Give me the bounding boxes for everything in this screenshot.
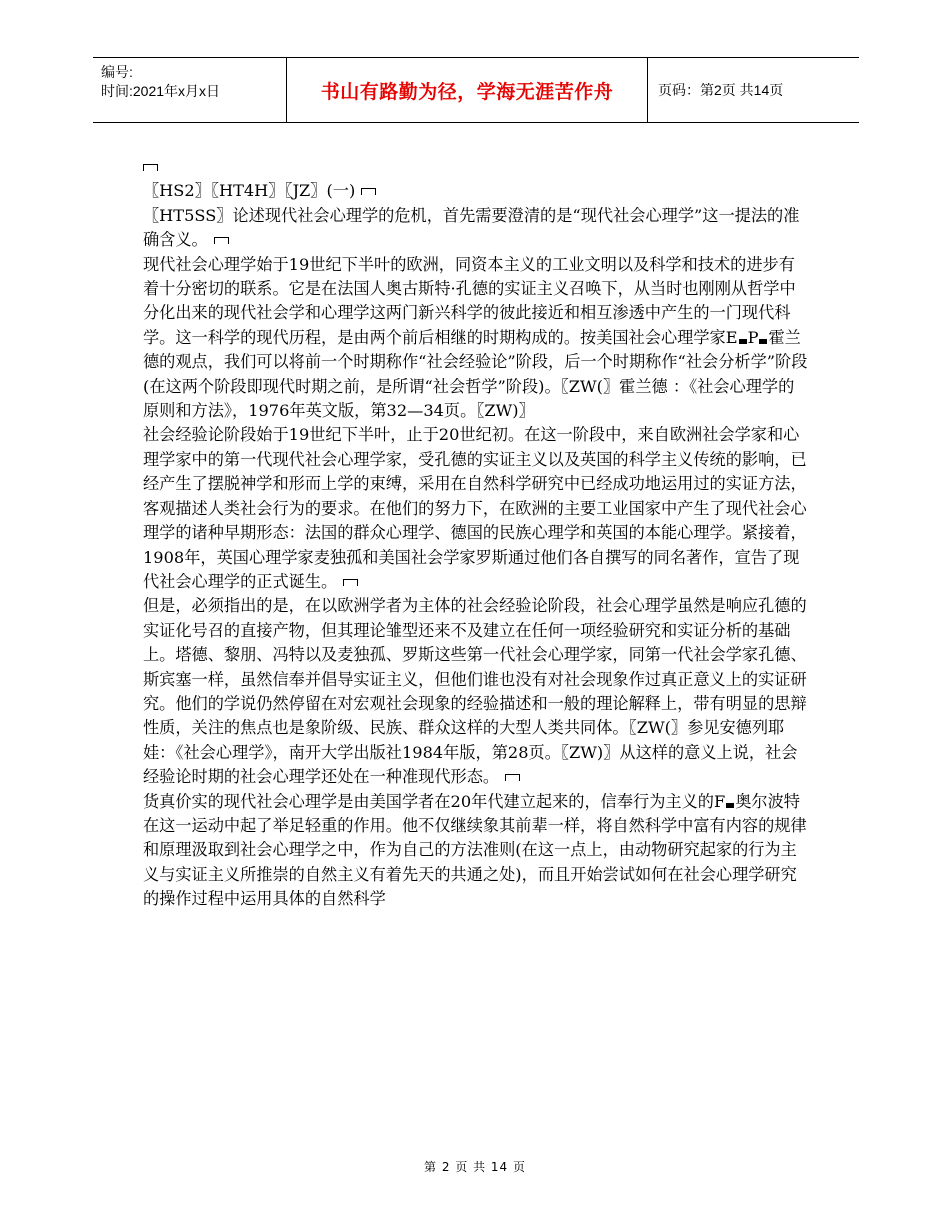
paragraph-text: 〖HT5SS〗论述现代社会心理学的危机，首先需要澄清的是“现代社会心理学”这一提法的准确含义。 bbox=[143, 205, 800, 250]
document-number-label: 编号: bbox=[101, 64, 133, 80]
paragraph bbox=[143, 423, 808, 594]
paragraph-text: 但是，必须指出的是，在以欧洲学者为主体的社会经验论阶段，社会心理学虽然是响应孔德的实证化号召的直接产物，但其理论雏型还来不及建立在任何一项经验研究和实证分析的基础上。塔德、黎朋、冯特以及麦独孤、罗斯这些第一代社会心理学家，同第一代社会学家孔德、斯宾塞一样，虽然信奉并倡导实证主义，但他们谁也没有对社会现象作过真正意义上的实证研究。他们的学说仍然停留在对宏观社会现象的经验描述和一般的理论解释上，带有明显的思辩性质，关注的焦点也是象阶级、民族、群众这样的大型人类共同体。〖ZW(〗参见安德列耶娃：《社会心理学》，南开大学出版社1984年版，第28页。〖ZW)〗从这样的意义上说，社会经验论时期的社会心理学还处在一种准现代形态。 bbox=[143, 596, 807, 787]
page-footer: 第 2 页 共 14 页 bbox=[424, 1160, 526, 1174]
paragraph-text: 现代社会心理学始于19世纪下半叶的欧洲，同资本主义的工业文明以及科学和技术的进步有着十分密切的联系。它是在法国人奥古斯特·孔德的实证主义召唤下，从当时也刚刚从哲学中分化出来的现代社会学和心理学这两门新兴科学的彼此接近和相互渗透中产生的一门现代科学。这一科学的现代历程，是由两个前后相继的时期构成的。按美国社会心理学家E bbox=[143, 254, 796, 347]
paragraph-mark-icon bbox=[361, 188, 376, 195]
space-marker-icon bbox=[726, 803, 734, 808]
paragraph-text: 奥尔波特在这一运动中起了举足轻重的作用。他不仅继续象其前辈一样，将自然科学中富有内容的规律和原理汲取到社会心理学之中，作为自己的方法准则(在这一点上，由动物研究起家的行为主义与实证主义所推崇的自然主义有着先天的共通之处)，而且开始尝试如何在社会心理学研究的操作过程中运用具体的自然科学 bbox=[143, 791, 807, 909]
document-time-label: 时间:2021年x月x日 bbox=[101, 83, 221, 99]
space-marker-icon bbox=[759, 339, 767, 344]
paragraph-mark-icon bbox=[214, 237, 229, 244]
header-motto: 书山有路勤为径，学海无涯苦作舟 bbox=[286, 58, 648, 122]
paragraph-mark-icon bbox=[505, 774, 520, 781]
paragraph bbox=[143, 179, 808, 203]
paragraph bbox=[143, 790, 808, 912]
page-header bbox=[93, 57, 859, 123]
header-meta bbox=[93, 58, 286, 122]
paragraph-mark-icon bbox=[343, 579, 358, 586]
paragraph bbox=[143, 594, 808, 789]
space-marker-icon bbox=[739, 339, 747, 344]
paragraph-text: 社会经验论阶段始于19世纪下半叶，止于20世纪初。在这一阶段中，来自欧洲社会学家和心理学家中的第一代现代社会心理学家，受孔德的实证主义以及英国的科学主义传统的影响，已经产生了摆脱神学和形而上学的束缚，采用在自然科学研究中已经成功地运用过的实证方法，客观描述人类社会行为的要求。在他们的努力下，在欧洲的主要工业国家中产生了现代社会心理学的诸种早期形态：法国的群众心理学、德国的民族心理学和英国的本能心理学。紧接着，1908年，英国心理学家麦独孤和美国社会学家罗斯通过他们各自撰写的同名著作，宣告了现代社会心理学的正式诞生。 bbox=[143, 425, 807, 591]
header-page-info: 页码：第2页 共14页 bbox=[658, 82, 784, 98]
paragraph-text: 货真价实的现代社会心理学是由美国学者在20年代建立起来的，信奉行为主义的F bbox=[143, 791, 726, 811]
document-body bbox=[143, 155, 808, 912]
paragraph-mark-line bbox=[143, 155, 808, 179]
paragraph-mark-icon bbox=[143, 164, 158, 171]
paragraph-text: 霍兰德的观点，我们可以将前一个时期称作“社会经验论”阶段，后一个时期称作“社会分析学”阶段(在这两个阶段即现代时期之前，是所谓“社会哲学”阶段)。〖ZW(〗霍兰德 ：《社会心理学的原则和方法》，1976年英文版，第32—34页。〖ZW)〗 bbox=[143, 327, 808, 421]
paragraph bbox=[143, 253, 808, 424]
paragraph-text: 〖HS2〗〖HT4H〗〖JZ〗(一) bbox=[143, 181, 356, 201]
paragraph bbox=[143, 204, 808, 253]
paragraph-text: P bbox=[747, 327, 759, 347]
